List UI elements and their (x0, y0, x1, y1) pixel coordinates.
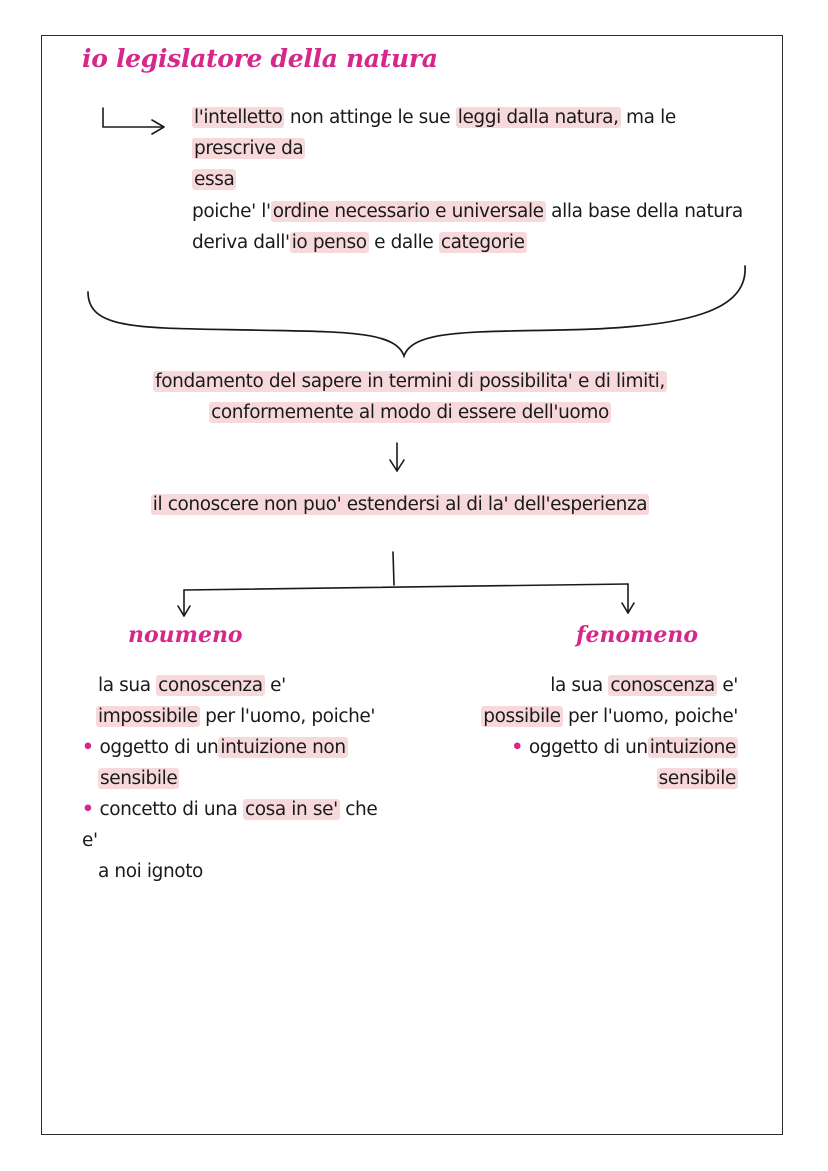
highlight-intuizione: intuizione (649, 737, 736, 758)
fenomeno-bullet-1-cont (448, 763, 738, 794)
text-fragment: poiche' l' (192, 201, 271, 222)
highlight-prescrive: prescrive da (194, 138, 304, 159)
text-fragment: a noi ignoto (98, 861, 203, 882)
highlight-sensibile: sensibile (100, 768, 178, 789)
noumeno-line-1 (82, 670, 382, 701)
text-fragment: che e' (82, 799, 378, 851)
intro-paragraph-1 (192, 102, 752, 195)
curly-brace (88, 266, 745, 356)
fenomeno-line-2 (448, 701, 738, 732)
text-fragment: oggetto di un (528, 737, 648, 758)
text-fragment: per l'uomo, poiche' (199, 706, 376, 727)
foundation-line-1 (110, 366, 710, 397)
highlight-sensibile: sensibile (658, 768, 736, 789)
intro-paragraph-2 (192, 196, 752, 258)
fenomeno-line-1 (448, 670, 738, 701)
text-fragment: la sua (550, 675, 609, 696)
highlight-categorie: categorie (440, 232, 525, 253)
noumeno-bullet-2 (82, 794, 382, 856)
highlight-limit: il conoscere non puo' estendersi al di la' dell'esperienza (152, 494, 648, 515)
bullet-dot-icon: • (511, 737, 523, 758)
fenomeno-heading: fenomeno (576, 622, 699, 648)
down-arrow-icon (390, 443, 404, 471)
text-fragment: la sua (98, 675, 157, 696)
intro-line-2 (192, 164, 752, 195)
highlight-possibile: possibile (483, 706, 561, 727)
fenomeno-body (448, 670, 738, 794)
text-fragment: ma le (620, 107, 676, 128)
bullet-dot-icon: • (82, 737, 94, 758)
noumeno-bullet-1 (82, 732, 382, 763)
text-fragment: non attinge le sue (284, 107, 456, 128)
highlight-intelletto: l'intelletto (194, 107, 283, 128)
intro-line-4 (192, 227, 752, 258)
text-fragment: e' (716, 675, 738, 696)
intro-line-3 (192, 196, 752, 227)
noumeno-heading: noumeno (128, 622, 243, 648)
noumeno-bullet-2-cont (82, 856, 382, 887)
highlight-foundation-2: conformemente al modo di essere dell'uomo (211, 402, 609, 423)
page-title: io legislatore della natura (82, 44, 438, 73)
foundation-line-2 (110, 397, 710, 428)
text-fragment: alla base della natura (545, 201, 743, 222)
text-fragment: e' (264, 675, 286, 696)
fenomeno-bullet-1 (448, 732, 738, 763)
foundation-block (110, 366, 710, 428)
highlight-conoscenza: conoscenza (610, 675, 715, 696)
noumeno-line-2 (82, 701, 382, 732)
text-fragment: concetto di una (99, 799, 243, 820)
text-fragment: e dalle (368, 232, 439, 253)
highlight-foundation-1: fondamento del sapere in termini di possibilita' e di limiti, (155, 371, 665, 392)
highlight-cosa-in-se: cosa in se' (244, 799, 338, 820)
text-fragment: deriva dall' (192, 232, 290, 253)
l-arrow-icon (103, 108, 164, 134)
text-fragment: per l'uomo, poiche' (562, 706, 738, 727)
highlight-essa: essa (194, 169, 235, 190)
text-fragment: oggetto di un (99, 737, 219, 758)
highlight-impossibile: impossibile (98, 706, 198, 727)
highlight-leggi: leggi dalla natura, (457, 107, 619, 128)
limit-block (110, 489, 690, 520)
noumeno-bullet-1-cont (82, 763, 382, 794)
highlight-conoscenza: conoscenza (158, 675, 263, 696)
branch-tree (178, 552, 634, 616)
intro-line-1 (192, 102, 752, 164)
noumeno-body (82, 670, 382, 887)
highlight-intuizione: intuizione non (220, 737, 346, 758)
bullet-dot-icon: • (82, 799, 94, 820)
highlight-ordine: ordine necessario e universale (272, 201, 544, 222)
highlight-io-penso: io penso (291, 232, 367, 253)
